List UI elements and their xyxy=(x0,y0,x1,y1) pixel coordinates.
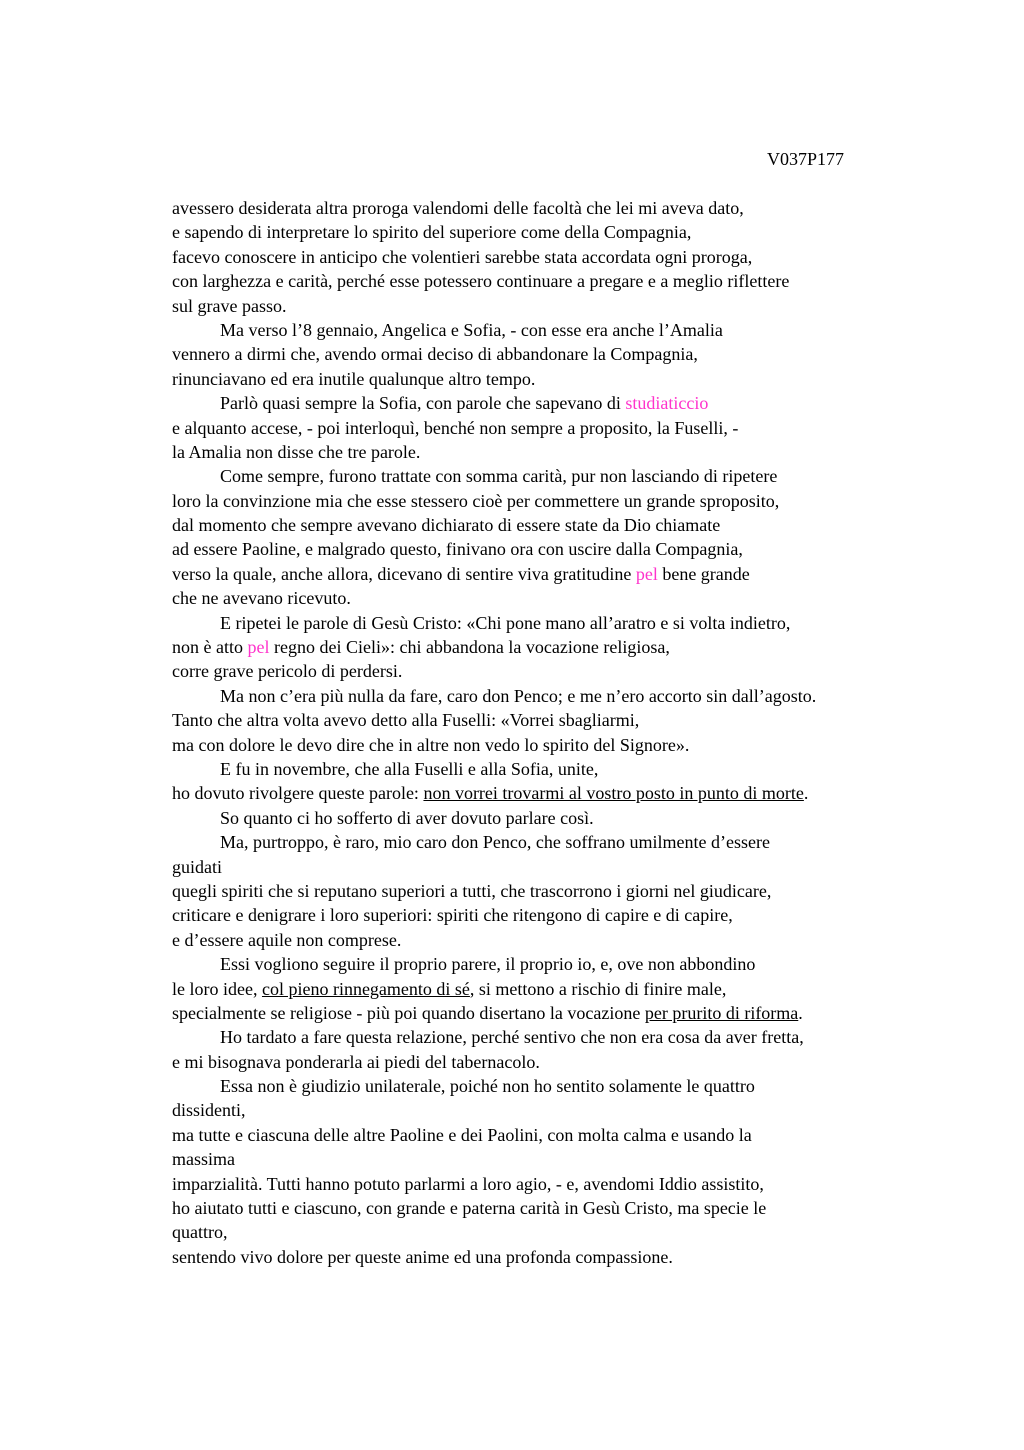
text-line xyxy=(172,196,912,220)
text-segment: corre grave pericolo di perdersi. xyxy=(172,661,403,682)
text-line xyxy=(172,1098,912,1122)
text-segment: rinunciavano ed era inutile qualunque altro tempo. xyxy=(172,368,536,389)
text-line xyxy=(172,855,912,879)
text-segment: Essa non è giudizio unilaterale, poiché non ho sentito solamente le quattro xyxy=(220,1076,755,1097)
text-segment: Tanto che altra volta avevo detto alla Fuselli: «Vorrei sbagliarmi, xyxy=(172,710,640,731)
text-line xyxy=(172,830,912,854)
text-line xyxy=(172,1220,912,1244)
highlighted-word: pel xyxy=(635,563,658,584)
text-segment: avessero desiderata altra proroga valendomi delle facoltà che lei mi aveva dato, xyxy=(172,198,744,218)
text-segment: quegli spiriti che si reputano superiori a tutti, che trascorrono i giorni nel giudicare, xyxy=(172,880,772,901)
text-segment: Ma verso l’8 gennaio, Angelica e Sofia, - con esse era anche l’Amalia xyxy=(220,319,723,340)
text-segment: . xyxy=(803,783,809,804)
text-segment: ad essere Paoline, e malgrado questo, finivano ora con uscire dalla Compagnia, xyxy=(172,539,743,560)
letter-body xyxy=(172,196,912,1269)
text-line xyxy=(172,391,912,415)
text-segment: e sapendo di interpretare lo spirito del superiore come della Compagnia, xyxy=(172,222,692,243)
text-line xyxy=(172,684,912,708)
text-segment: , si mettono a rischio di finire male, xyxy=(469,978,727,999)
text-segment: Parlò quasi sempre la Sofia, con parole che sapevano di xyxy=(220,393,626,414)
text-segment: Ho tardato a fare questa relazione, perché sentivo che non era cosa da aver fretta, xyxy=(220,1027,804,1048)
text-line xyxy=(172,416,912,440)
text-line xyxy=(172,879,912,903)
text-line xyxy=(172,513,912,537)
text-segment: massima xyxy=(172,1149,235,1170)
page-code: V037P177 xyxy=(766,149,844,169)
text-segment: verso la quale, anche allora, dicevano di sentire viva gratitudine xyxy=(172,563,636,584)
text-line xyxy=(172,342,912,366)
text-segment: ma con dolore le devo dire che in altre non vedo lo spirito del Signore». xyxy=(172,734,690,755)
text-line xyxy=(172,659,912,683)
text-line xyxy=(172,733,912,757)
text-line xyxy=(172,440,912,464)
text-segment: Come sempre, furono trattate con somma carità, pur non lasciando di ripetere xyxy=(220,466,778,487)
text-segment: E ripetei le parole di Gesù Cristo: «Chi pone mano all’aratro e si volta indietro, xyxy=(220,612,791,633)
text-segment: che ne avevano ricevuto. xyxy=(172,588,351,609)
text-line xyxy=(172,1074,912,1098)
text-segment: ho dovuto rivolgere queste parole: xyxy=(172,783,424,804)
text-segment: Essi vogliono seguire il proprio parere, il proprio io, e, ove non abbondino xyxy=(220,954,756,975)
text-segment: dal momento che sempre avevano dichiarato di essere state da Dio chiamate xyxy=(172,515,721,536)
text-segment: regno dei Cieli»: chi abbandona la vocazione religiosa, xyxy=(269,637,670,658)
text-line xyxy=(172,1123,912,1147)
text-segment: e alquanto accese, - poi interloquì, benché non sempre a proposito, la Fuselli, - xyxy=(172,417,739,438)
text-segment: facevo conoscere in anticipo che volentieri sarebbe stata accordata ogni proroga, xyxy=(172,246,753,267)
text-line xyxy=(172,269,912,293)
text-segment: le loro idee, xyxy=(172,978,262,999)
underlined-phrase: per prurito di riforma xyxy=(644,1002,799,1023)
text-segment: loro la convinzione mia che esse stessero cioè per commettere un grande sproposito, xyxy=(172,490,780,511)
text-segment: Ma, purtroppo, è raro, mio caro don Penco, che soffrano umilmente d’essere xyxy=(220,832,770,853)
text-line xyxy=(172,1147,912,1171)
text-line xyxy=(172,245,912,269)
text-line xyxy=(172,708,912,732)
text-line xyxy=(172,464,912,488)
text-segment: imparzialità. Tutti hanno potuto parlarmi a loro agio, - e, avendomi Iddio assistito, xyxy=(172,1173,764,1194)
text-line xyxy=(172,318,912,342)
text-segment: specialmente se religiose - più poi quando disertano la vocazione xyxy=(172,1002,645,1023)
text-line xyxy=(172,586,912,610)
text-line xyxy=(172,611,912,635)
text-segment: quattro, xyxy=(172,1222,228,1243)
text-segment: ho aiutato tutti e ciascuno, con grande e paterna carità in Gesù Cristo, ma specie le xyxy=(172,1198,767,1219)
text-segment: guidati xyxy=(172,856,222,877)
text-line xyxy=(172,537,912,561)
text-line xyxy=(172,781,912,805)
underlined-phrase: non vorrei trovarmi al vostro posto in punto di morte xyxy=(423,783,804,804)
highlighted-word: studiaticcio xyxy=(625,393,709,414)
underlined-phrase: col pieno rinnegamento di sé xyxy=(261,978,470,999)
text-line xyxy=(172,562,912,586)
text-segment: la Amalia non disse che tre parole. xyxy=(172,441,421,462)
text-segment: criticare e denigrare i loro superiori: spiriti che ritengono di capire e di capire, xyxy=(172,905,733,926)
text-line xyxy=(172,1172,912,1196)
text-line xyxy=(172,294,912,318)
text-segment: So quanto ci ho sofferto di aver dovuto parlare così. xyxy=(220,807,594,828)
text-line xyxy=(172,1050,912,1074)
text-line xyxy=(172,1245,912,1269)
text-segment: vennero a dirmi che, avendo ormai deciso di abbandonare la Compagnia, xyxy=(172,344,698,365)
text-line xyxy=(172,806,912,830)
text-segment: dissidenti, xyxy=(172,1100,246,1121)
text-line xyxy=(172,1001,912,1025)
text-line xyxy=(172,1196,912,1220)
text-segment: e mi bisognava ponderarla ai piedi del tabernacolo. xyxy=(172,1051,540,1072)
text-segment: Ma non c’era più nulla da fare, caro don Penco; e me n’ero accorto sin dall’agosto. xyxy=(220,685,817,706)
text-segment: E fu in novembre, che alla Fuselli e alla Sofia, unite, xyxy=(220,758,599,779)
text-line xyxy=(172,220,912,244)
text-line xyxy=(172,903,912,927)
highlighted-word: pel xyxy=(247,637,270,658)
text-segment: e d’essere aquile non comprese. xyxy=(172,929,402,950)
text-segment: . xyxy=(798,1002,803,1023)
text-line xyxy=(172,635,912,659)
text-line xyxy=(172,367,912,391)
text-segment: sentendo vivo dolore per queste anime ed una profonda compassione. xyxy=(172,1246,673,1267)
text-segment: bene grande xyxy=(657,563,750,584)
text-line xyxy=(172,928,912,952)
text-segment: con larghezza e carità, perché esse potessero continuare a pregare e a meglio riflettere xyxy=(172,271,790,292)
text-segment: sul grave passo. xyxy=(172,295,287,316)
text-line xyxy=(172,977,912,1001)
text-line xyxy=(172,757,912,781)
text-line xyxy=(172,952,912,976)
text-line xyxy=(172,1025,912,1049)
text-line xyxy=(172,489,912,513)
text-segment: non è atto xyxy=(172,637,248,658)
text-segment: ma tutte e ciascuna delle altre Paoline e dei Paolini, con molta calma e usando la xyxy=(172,1124,752,1145)
